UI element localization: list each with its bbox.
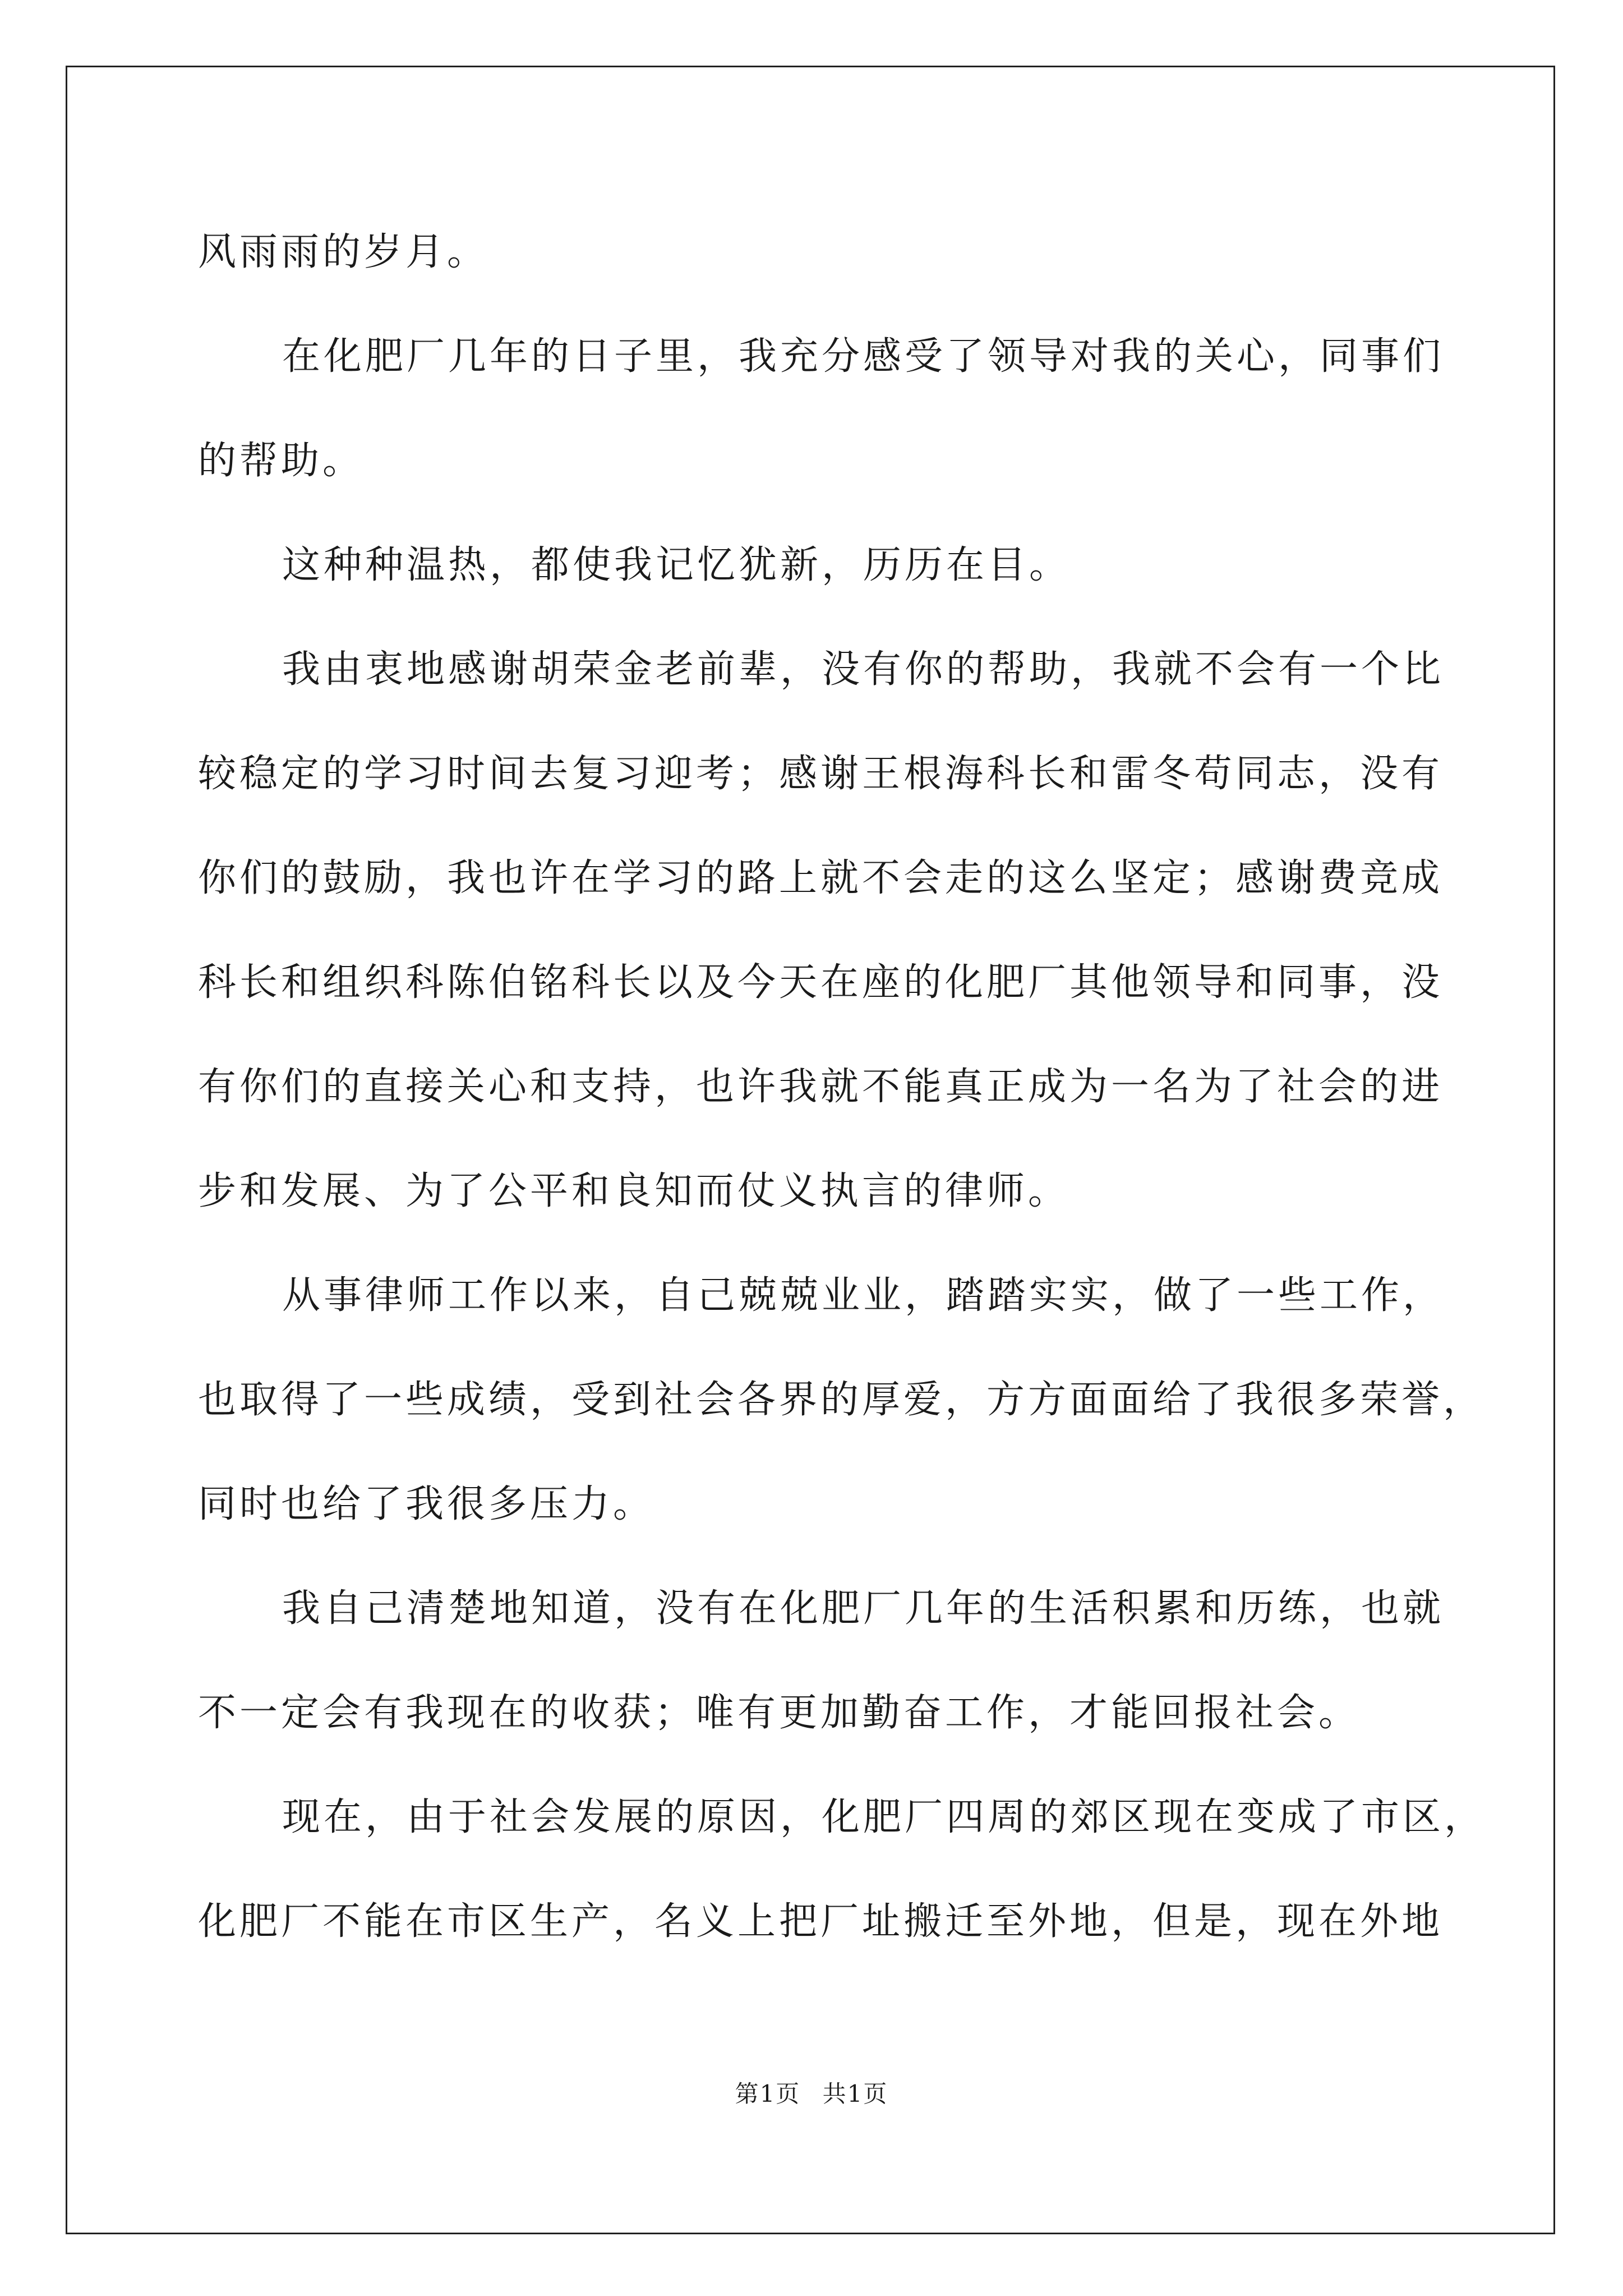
text-line-2: 在化肥厂几年的日子里，我充分感受了领导对我的关心，同事们 bbox=[282, 334, 1445, 379]
text-line-12: 也取得了一些成绩，受到社会各界的厚爱，方方面面给了我很多荣誉， bbox=[198, 1378, 1485, 1422]
text-line-13: 同时也给了我很多压力。 bbox=[198, 1482, 655, 1526]
text-line-11: 从事律师工作以来，自己兢兢业业，踏踏实实，做了一些工作， bbox=[282, 1273, 1445, 1318]
text-line-7: 你们的鼓励，我也许在学习的路上就不会走的这么坚定；感谢费竞成 bbox=[198, 856, 1444, 900]
text-line-1: 风雨雨的岁月。 bbox=[198, 230, 489, 274]
document-body bbox=[198, 200, 1486, 1974]
page-total: 共1页 bbox=[822, 2080, 888, 2108]
text-line-3: 的帮助。 bbox=[198, 439, 365, 483]
text-line-10: 步和发展、为了公平和良知而仗义执言的律师。 bbox=[198, 1169, 1070, 1213]
text-line-4: 这种种温热，都使我记忆犹新，历历在目。 bbox=[282, 543, 1071, 587]
text-line-6: 较稳定的学习时间去复习迎考；感谢王根海科长和雷冬苟同志，没有 bbox=[198, 752, 1444, 796]
page-number: 第1页 bbox=[735, 2080, 801, 2108]
text-line-15: 不一定会有我现在的收获；唯有更加勤奋工作，才能回报社会。 bbox=[198, 1691, 1361, 1735]
text-line-17: 化肥厂不能在市区生产，名义上把厂址搬迁至外地，但是，现在外地 bbox=[198, 1899, 1444, 1944]
text-line-5: 我由衷地感谢胡荣金老前辈，没有你的帮助，我就不会有一个比 bbox=[282, 647, 1445, 692]
text-line-9: 有你们的直接关心和支持，也许我就不能真正成为一名为了社会的进 bbox=[198, 1065, 1444, 1109]
text-line-16: 现在，由于社会发展的原因，化肥厂四周的郊区现在变成了市区， bbox=[282, 1795, 1486, 1839]
text-line-8: 科长和组织科陈伯铭科长以及今天在座的化肥厂其他领导和同事，没 bbox=[198, 960, 1444, 1005]
page-footer bbox=[0, 2076, 1623, 2109]
text-line-14: 我自己清楚地知道，没有在化肥厂几年的生活积累和历练，也就 bbox=[282, 1586, 1445, 1631]
